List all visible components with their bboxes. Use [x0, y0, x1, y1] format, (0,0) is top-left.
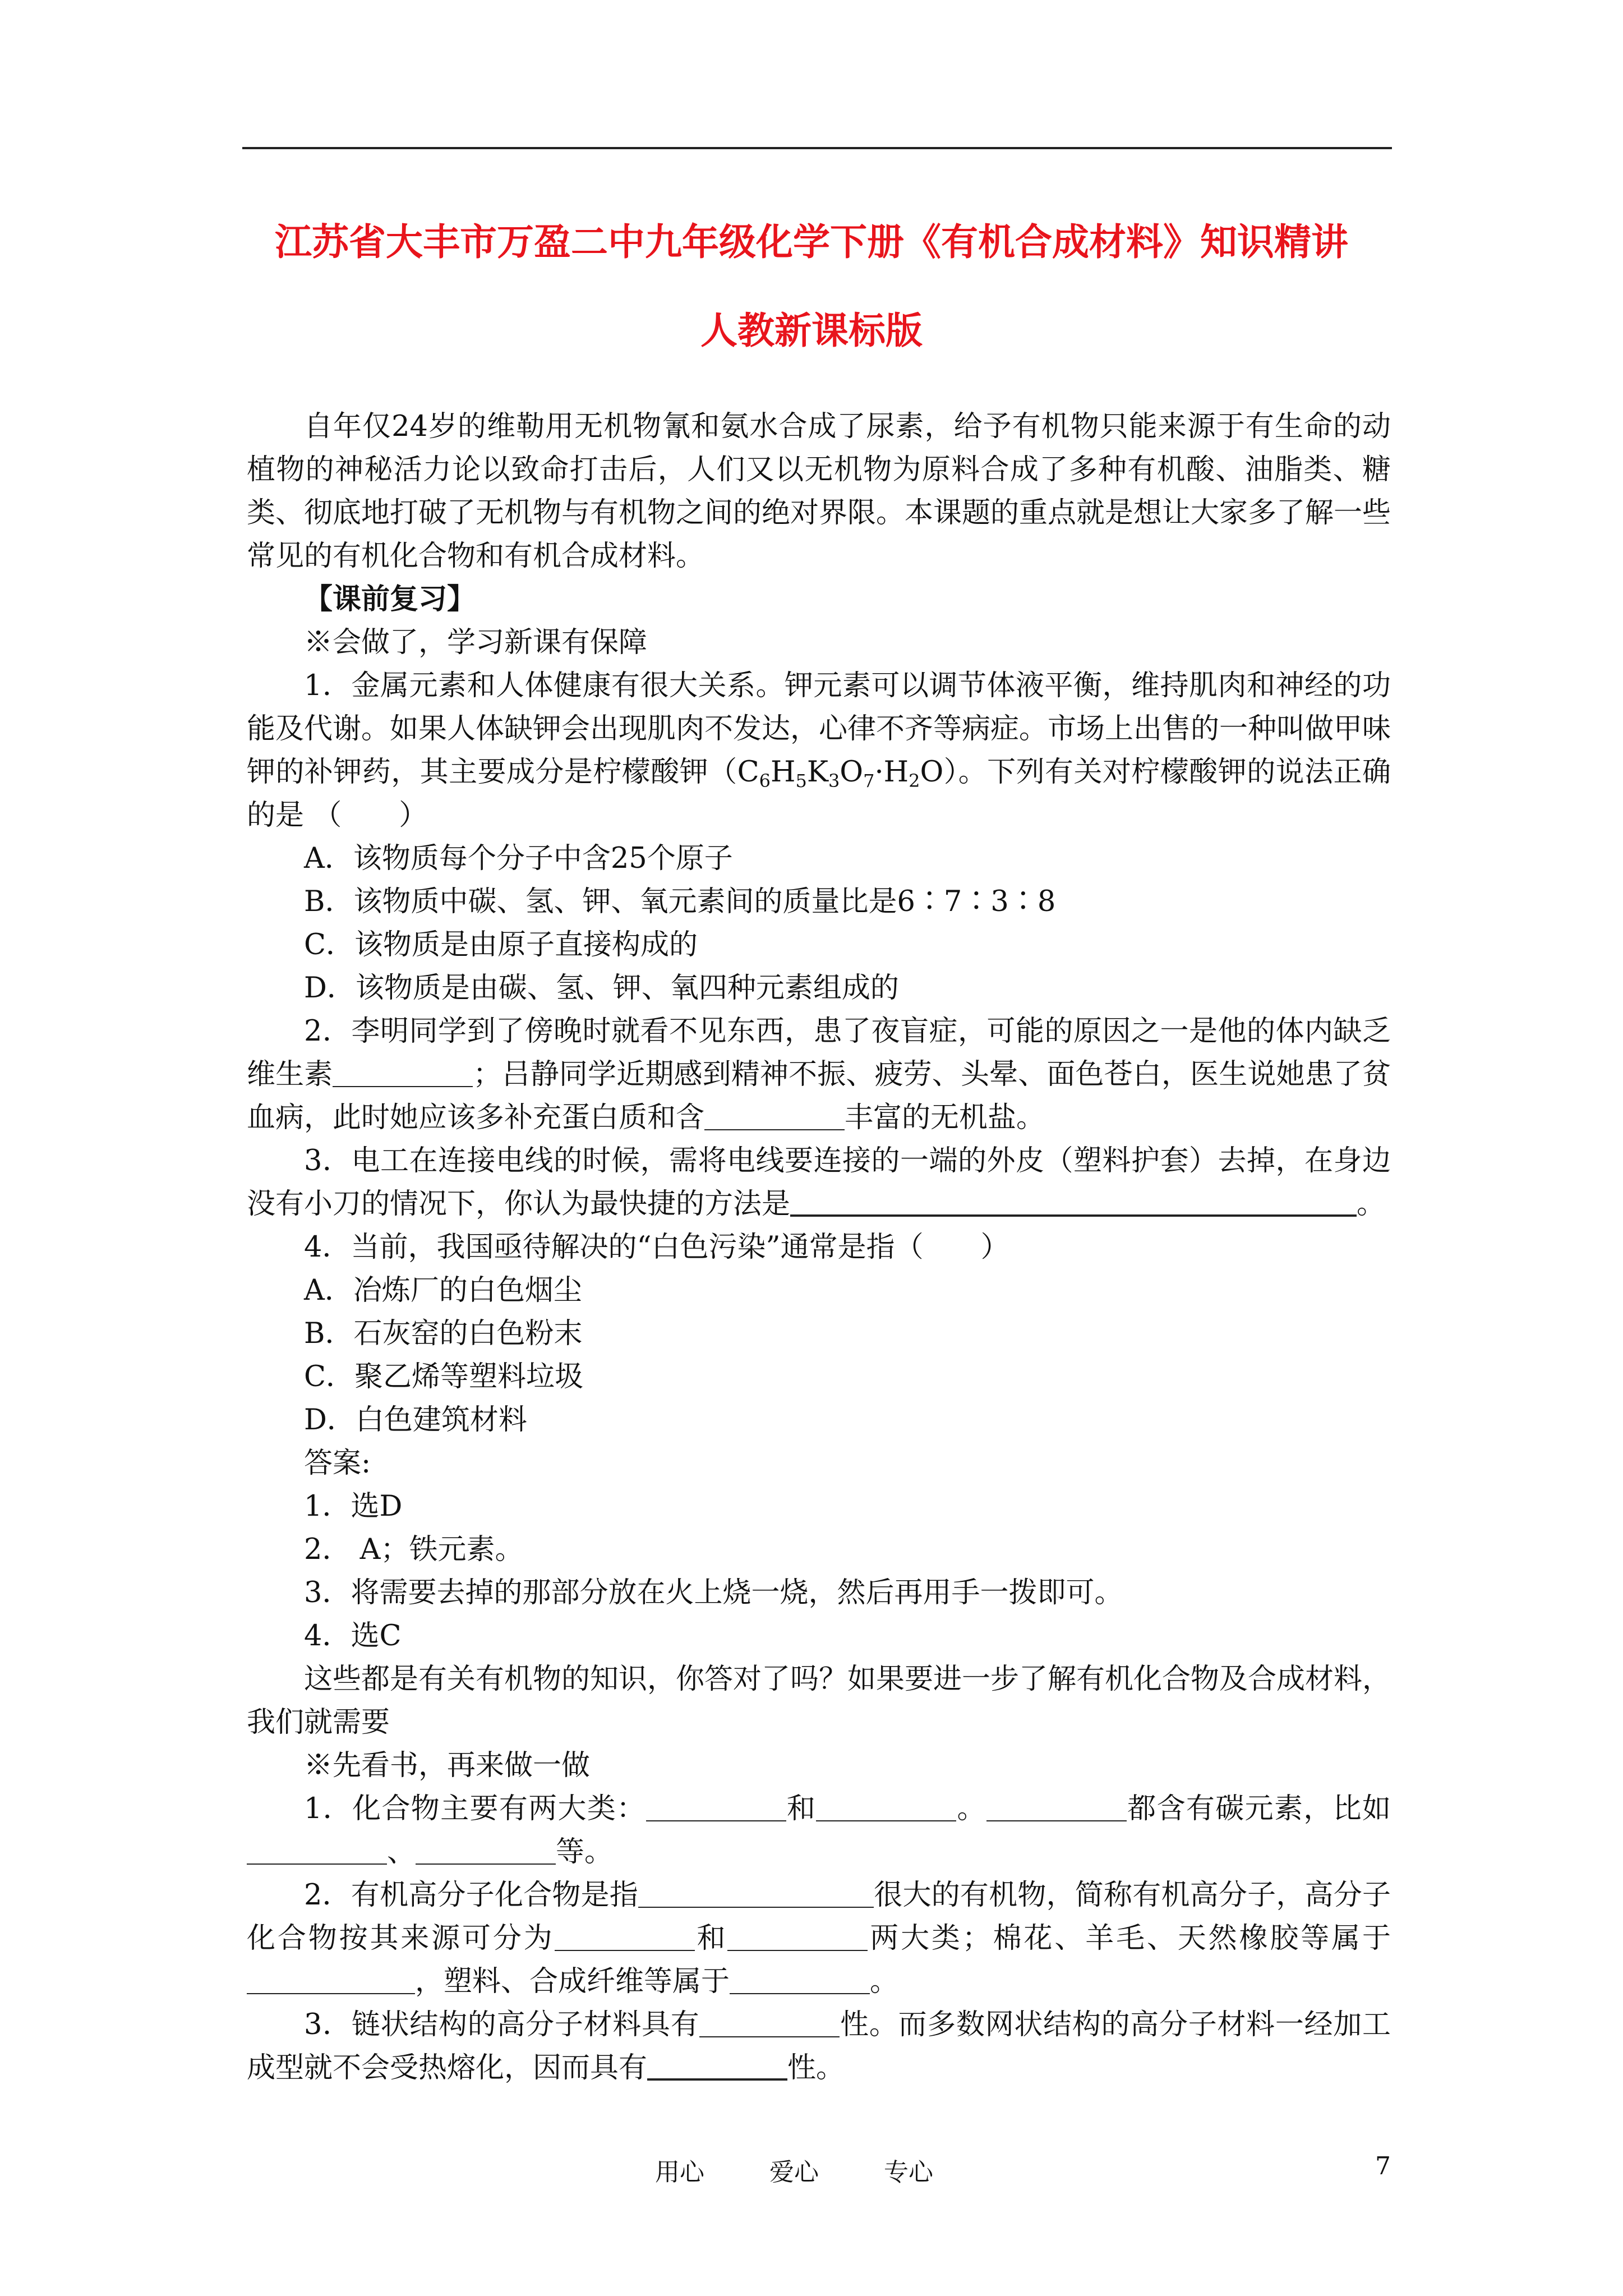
f2-blank-5[interactable]	[730, 1965, 870, 1994]
q3-blank[interactable]	[790, 1186, 1357, 1217]
page-number: 7	[1375, 2152, 1391, 2180]
footer-word-1: 用心	[655, 2158, 704, 2187]
question-2	[247, 1010, 1391, 1139]
f3-a: 3．链状结构的高分子材料具有	[304, 2008, 700, 2041]
f3-blank-1[interactable]	[699, 2008, 840, 2037]
f3-c: 性。	[787, 2051, 845, 2085]
footer-word-3: 专心	[884, 2158, 933, 2187]
transition-paragraph: 这些都是有关有机物的知识，你答对了吗？如果要进一步了解有机化合物及合成材料，我们就需要	[247, 1663, 1391, 1739]
f1-blank-3[interactable]	[986, 1792, 1127, 1821]
f1-a: 1．化合物主要有两大类：	[304, 1792, 646, 1825]
intro-paragraph: 自年仅24岁的维勒用无机物氰和氨水合成了尿素，给予有机物只能来源于有生命的动植物的神秘活力论以致命打击后，人们又以无机物为原料合成了多种有机酸、油脂类、糖类、彻底地打破了无机物与有机物之间的绝对界限。本课题的重点就是想让大家多了解一些常见的有机化合物和有机合成材料。	[247, 410, 1391, 573]
q1-t2: K	[806, 756, 828, 789]
q1-sub-4: 7	[863, 770, 875, 792]
f1-blank-2[interactable]	[816, 1792, 956, 1821]
f1-f: 等。	[556, 1835, 614, 1869]
q2-blank-2[interactable]	[704, 1101, 845, 1130]
header-rule	[242, 147, 1392, 149]
q1-option-b: B．该物质中碳、氢、钾、氧元素间的质量比是6∶7∶3∶8	[304, 885, 1056, 918]
q1-text-a: 1．金属元素和人体健康有很大关系。钾元素可以调节体液平衡，维持肌肉和神经的功能及代谢。如果人体缺钾会出现肌肉不发达，心律不齐等病症。市场上出售的一种叫做甲味钾的补钾药，其主要成分是柠檬酸钾（C	[247, 669, 1391, 789]
question-1	[247, 664, 1391, 837]
f1-e: 、	[387, 1835, 416, 1869]
q1-t1: H	[770, 756, 796, 789]
f2-f: 。	[870, 1965, 899, 1998]
q1-option-c: C．该物质是由原子直接构成的	[304, 928, 698, 961]
f1-d: 都含有碳元素，比如	[1126, 1792, 1391, 1825]
q2-text-b: ；吕静同学近期感到精神不振、疲劳、头晕、面色苍白，医生说她患了贫血病，此时她应该多补充蛋白质和含	[247, 1058, 1391, 1134]
q3-text-b: 。	[1357, 1188, 1386, 1221]
q4-option-b: B．石灰窑的白色粉末	[304, 1317, 583, 1350]
f2-c: 和	[694, 1922, 728, 1955]
q1-option-d: D．该物质是由碳、氢、钾、氧四种元素组成的	[304, 972, 899, 1005]
fill-question-1	[247, 1787, 1391, 1874]
f2-e: ，塑料、合成纤维等属于	[415, 1965, 730, 1998]
fill-question-3	[247, 2003, 1391, 2090]
q1-t4: ·H	[874, 756, 909, 789]
answer-3: 3．将需要去掉的那部分放在火上烧一烧，然后再用手一拨即可。	[304, 1576, 1123, 1609]
q2-blank-1[interactable]	[333, 1058, 473, 1087]
document-title-line1: 江苏省大丰市万盈二中九年级化学下册《有机合成材料》知识精讲	[275, 220, 1348, 264]
q1-sub-2: 5	[795, 770, 807, 792]
f1-blank-4[interactable]	[247, 1835, 387, 1865]
answer-2: 2． A；铁元素。	[304, 1533, 524, 1566]
document-title-line2: 人教新课标版	[700, 309, 923, 352]
q1-text-b: O）。下列有关对柠檬酸钾的说法正确的是 （ ）	[247, 756, 1391, 832]
f2-blank-4[interactable]	[247, 1965, 415, 1994]
q1-sub-1: 6	[759, 770, 771, 792]
f2-a: 2．有机高分子化合物是指	[304, 1879, 639, 1912]
f2-b: 很大的有机物，简称有机高分子，高分子化合物按其来源可分为	[247, 1879, 1391, 1955]
answers-heading: 答案:	[304, 1447, 371, 1480]
f2-blank-1[interactable]	[638, 1879, 874, 1908]
f2-blank-2[interactable]	[555, 1922, 695, 1951]
f1-blank-5[interactable]	[416, 1835, 556, 1865]
answer-4: 4．选C	[304, 1619, 402, 1653]
f3-b: 性。而多数网状结构的高分子材料一经加工成型就不会受热熔化，因而具有	[247, 2008, 1391, 2085]
footer-word-2: 爱心	[769, 2158, 819, 2187]
f1-c: 。	[956, 1792, 986, 1825]
review-heading: 【课前复习】	[304, 582, 476, 616]
f1-blank-1[interactable]	[646, 1792, 786, 1821]
q4-option-c: C．聚乙烯等塑料垃圾	[304, 1360, 584, 1393]
q1-option-a: A．该物质每个分子中含25个原子	[304, 842, 733, 875]
fill-question-2	[247, 1874, 1391, 2003]
document-body	[247, 405, 1391, 2090]
q1-sub-3: 3	[828, 770, 840, 792]
q4-option-d: D．白色建筑材料	[304, 1404, 527, 1437]
read-subheading: ※先看书，再来做一做	[304, 1749, 591, 1782]
review-subheading: ※会做了，学习新课有保障	[304, 626, 648, 659]
answer-1: 1．选D	[304, 1490, 403, 1523]
f1-b: 和	[786, 1792, 817, 1825]
q4-option-a: A．冶炼厂的白色烟尘	[304, 1274, 582, 1307]
q2-text-a: 2．李明同学到了傍晚时就看不见东西，患了夜盲症，可能的原因之一是他的体内缺乏维生素	[247, 1015, 1391, 1091]
f2-d: 两大类；棉花、羊毛、天然橡胶等属于	[868, 1922, 1391, 1955]
question-3	[247, 1139, 1391, 1226]
q1-t3: O	[840, 756, 864, 789]
q2-text-c: 丰富的无机盐。	[845, 1101, 1045, 1134]
f3-blank-2[interactable]	[647, 2050, 787, 2081]
f2-blank-3[interactable]	[727, 1922, 868, 1951]
q3-text-a: 3．电工在连接电线的时候，需将电线要连接的一端的外皮（塑料护套）去掉，在身边没有小刀的情况下，你认为最快捷的方法是	[247, 1144, 1391, 1221]
q1-sub-5: 2	[909, 770, 920, 792]
question-4: 4．当前，我国亟待解决的“白色污染”通常是指（ ）	[304, 1231, 1009, 1264]
